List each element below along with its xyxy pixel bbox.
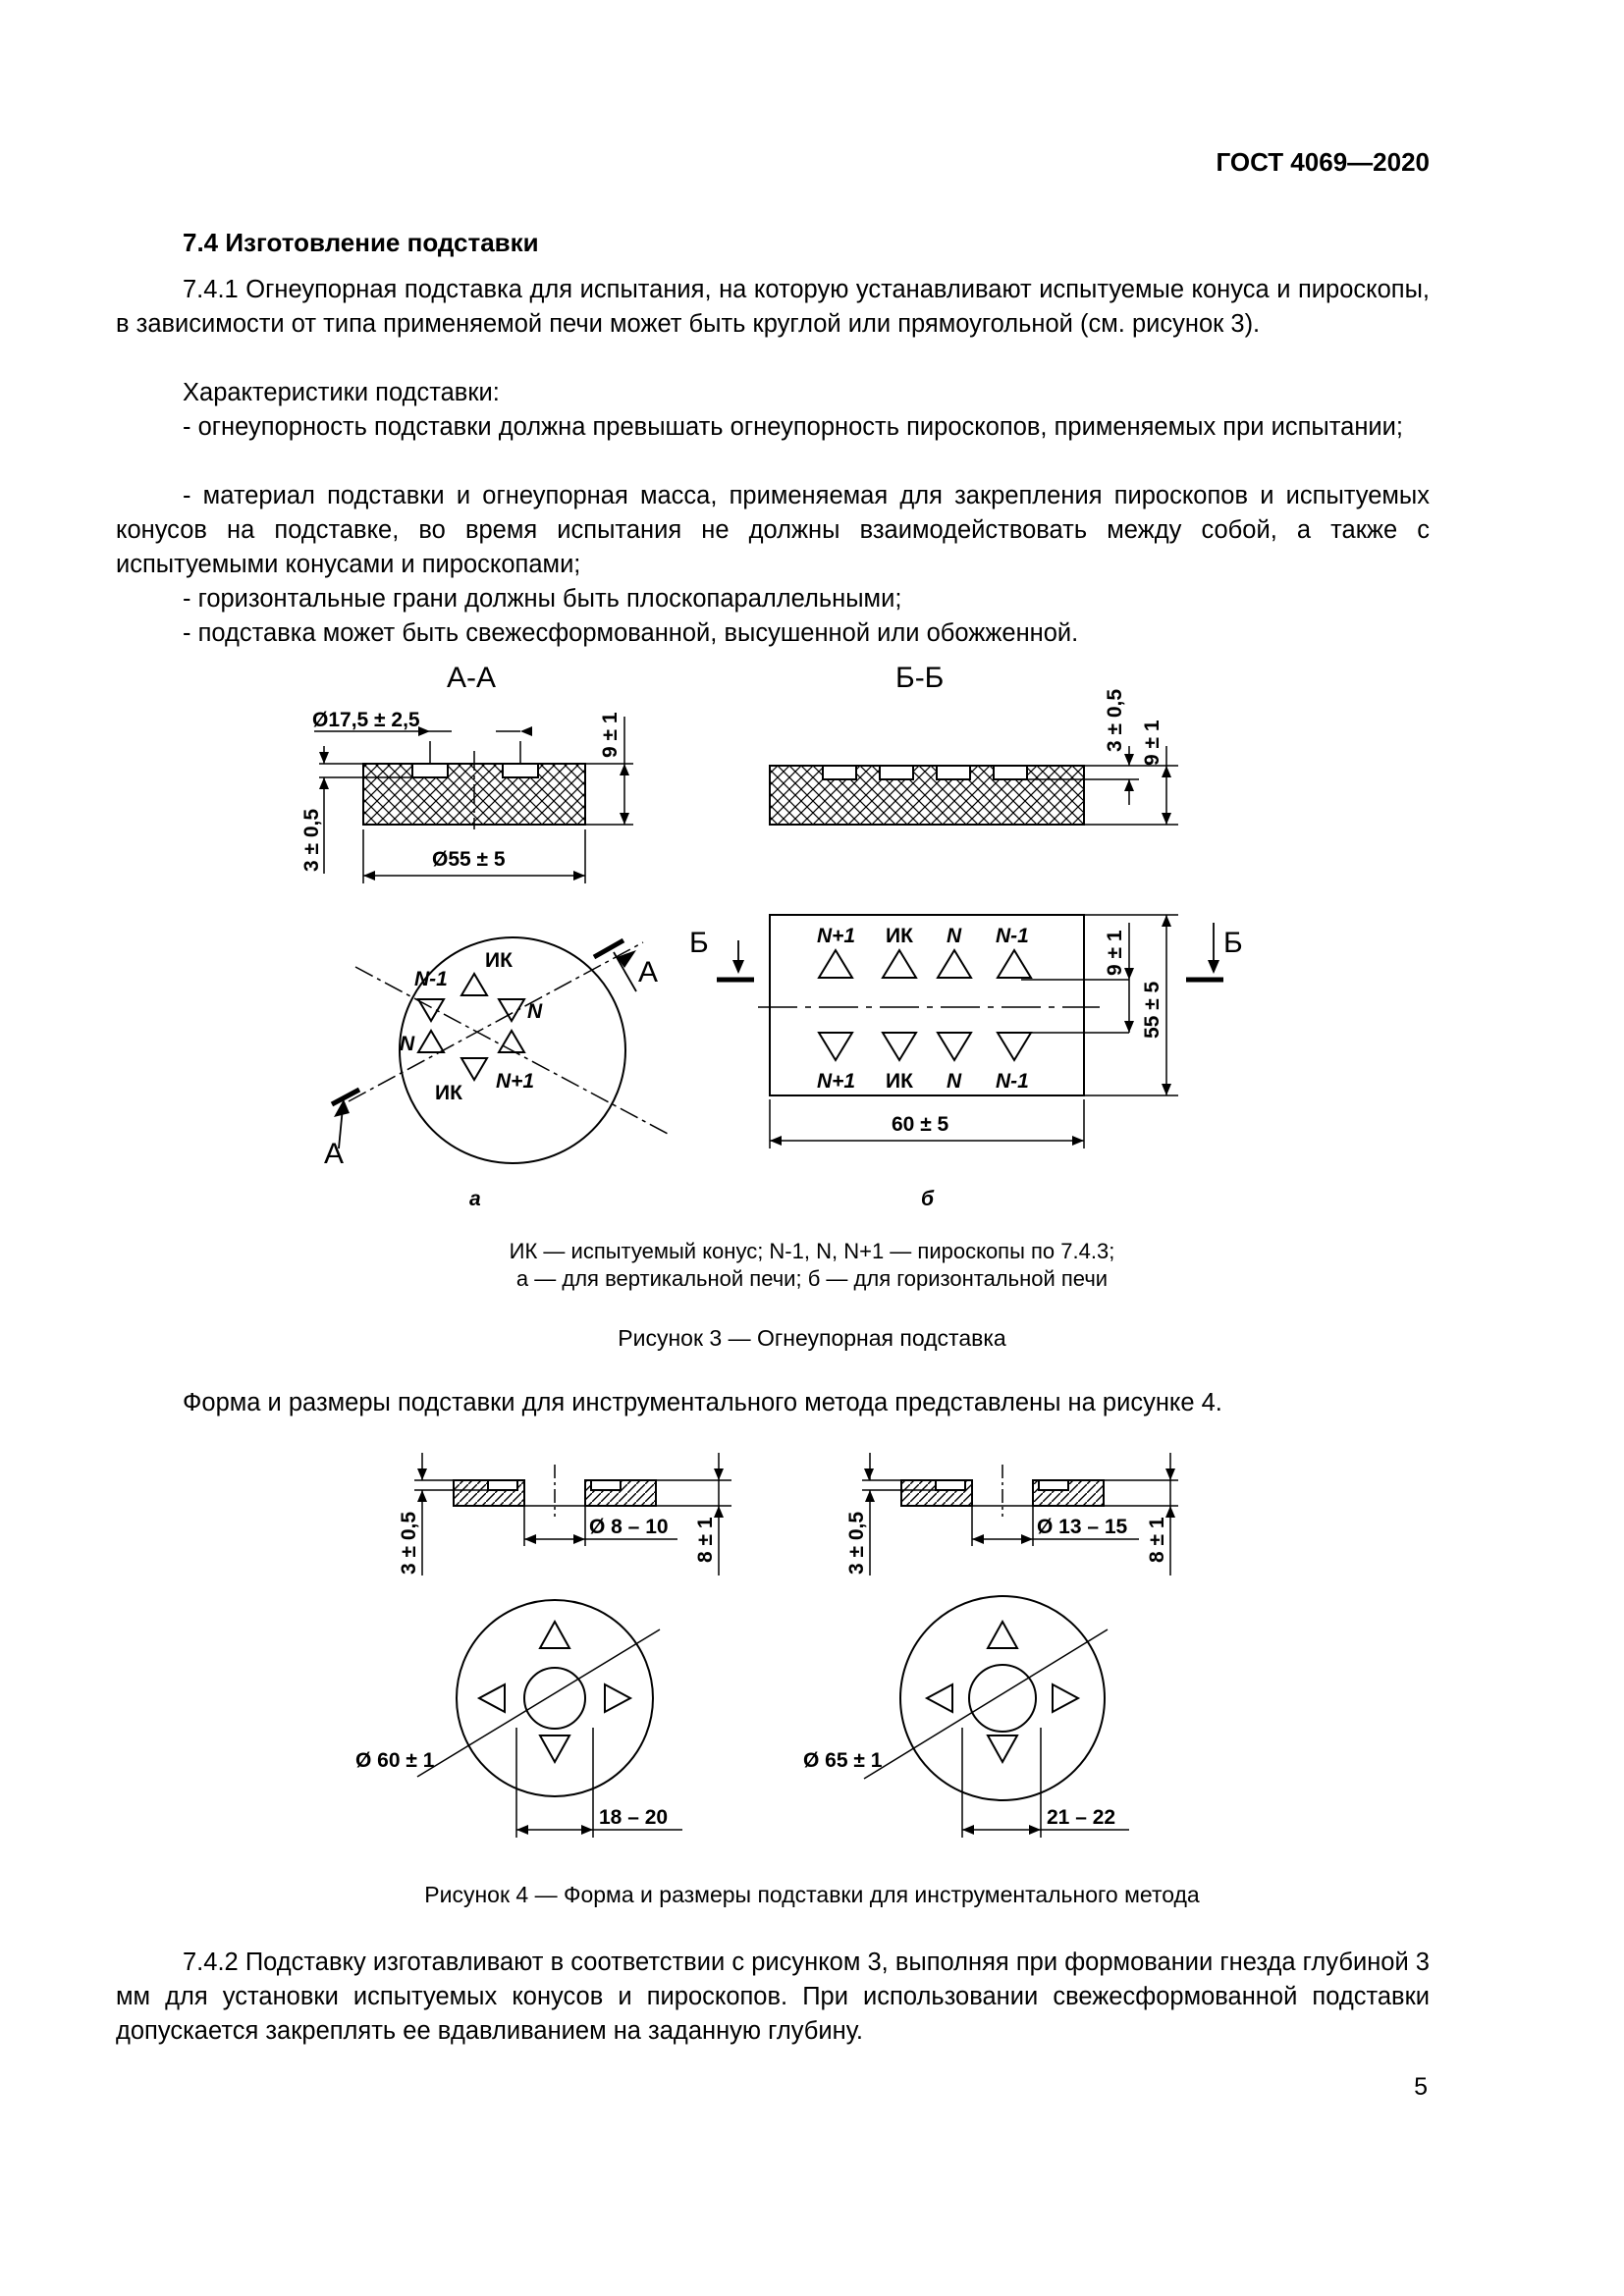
dim-diameter-17-5: Ø17,5 ± 2,5 <box>312 709 420 731</box>
paragraph-7-4-1-text: 7.4.1 Огнеупорная подставка для испытания, на которую устанавливают испытуемые конуса и пироскопы, в зависимости от типа применяемой печи может быть круглой или прямоугольной (см. рисунок 3). <box>116 276 1430 338</box>
figure4-caption: Рисунок 4 — Форма и размеры подставки для инструментального метода <box>424 1882 1200 1907</box>
label-n-left-a: N <box>400 1033 415 1055</box>
fig4-right-h3: 3 ± 0,5 <box>845 1511 868 1575</box>
fig4-left-hole-dim: Ø 8 – 10 <box>589 1516 669 1538</box>
dim-9-a: 9 ± 1 <box>599 712 622 758</box>
label-n-plus-1-a: N+1 <box>496 1070 535 1093</box>
document-number: ГОСТ 4069—2020 <box>1216 147 1430 177</box>
dim-55-b: 55 ± 5 <box>1141 981 1164 1039</box>
dim-3-b: 3 ± 0,5 <box>1104 688 1126 752</box>
subfig-a: а <box>469 1188 481 1210</box>
list-item-4: - подставка может быть свежесформованной, высушенной или обожженной. <box>183 619 1079 647</box>
figure3-caption: Рисунок 3 — Огнеупорная подставка <box>618 1325 1006 1351</box>
page-number: 5 <box>1414 2073 1428 2101</box>
label-b-top-1: N+1 <box>817 925 856 947</box>
label-ik-bottom: ИК <box>435 1082 462 1104</box>
label-b-bottom-3: N <box>947 1070 962 1093</box>
section-b-label: Б-Б <box>895 662 945 694</box>
figure4-intro: Форма и размеры подставки для инструментального метода представлены на рисунке 4. <box>183 1389 1222 1416</box>
mark-a-bottom: А <box>324 1138 345 1170</box>
list-item-3: - горизонтальные грани должны быть плоскопараллельными; <box>183 585 902 613</box>
mark-a-top: А <box>638 956 659 988</box>
figure3-legend-line1: ИК — испытуемый конус; N-1, N, N+1 — пироскопы по 7.4.3; <box>509 1239 1115 1263</box>
characteristics-title: Характеристики подставки: <box>183 379 500 406</box>
dim-9-b-plan: 9 ± 1 <box>1104 930 1126 976</box>
mark-b-left: Б <box>689 927 709 959</box>
label-b-bottom-2: ИК <box>886 1070 913 1093</box>
dim-9-b: 9 ± 1 <box>1141 720 1164 766</box>
paragraph-7-4-2-text: 7.4.2 Подставку изготавливают в соответствии с рисунком 3, выполняя при формовании гнезда глубиной 3 мм для установки испытуемых конусов и пироскопов. При использовании свежесформованной подставки допускается закреплять ее вдавливанием на заданную глубину. <box>116 1949 1430 2045</box>
mark-b-right: Б <box>1223 927 1243 959</box>
fig4-left-width-dim: 18 – 20 <box>599 1806 669 1829</box>
dim-diameter-55: Ø55 ± 5 <box>432 848 506 871</box>
label-n-minus-1-a: N-1 <box>414 968 448 990</box>
label-b-top-4: N-1 <box>996 925 1029 947</box>
figure3-legend-line2: а — для вертикальной печи; б — для горизонтальной печи <box>515 1266 1109 1291</box>
label-b-bottom-1: N+1 <box>817 1070 856 1093</box>
label-b-top-3: N <box>947 925 962 947</box>
fig4-right-outer-dim: Ø 65 ± 1 <box>803 1749 883 1772</box>
subfig-b: б <box>921 1188 935 1210</box>
section-a-label: А-А <box>447 662 497 694</box>
fig4-right-h8: 8 ± 1 <box>1146 1517 1168 1563</box>
list-item-1-text: - огнеупорность подставки должна превышать огнеупорность пироскопов, применяемых при испытании; <box>183 413 1403 441</box>
section-title: 7.4 Изготовление подставки <box>183 228 539 257</box>
label-b-top-2: ИК <box>886 925 913 947</box>
label-n-right-a: N <box>527 1000 543 1023</box>
fig4-left-h8: 8 ± 1 <box>694 1517 717 1563</box>
paragraph-7-4-2 <box>116 1946 1430 2049</box>
label-ik-top: ИК <box>485 949 513 972</box>
section-b-body <box>770 766 1084 825</box>
fig4-left-outer-dim: Ø 60 ± 1 <box>355 1749 435 1772</box>
dim-60: 60 ± 5 <box>892 1113 949 1136</box>
fig4-right-hole-dim: Ø 13 – 15 <box>1037 1516 1128 1538</box>
label-b-bottom-4: N-1 <box>996 1070 1029 1093</box>
dim-3-a: 3 ± 0,5 <box>300 808 323 872</box>
fig4-left-h3: 3 ± 0,5 <box>398 1511 420 1575</box>
fig4-right-width-dim: 21 – 22 <box>1047 1806 1116 1829</box>
list-item-2-text: - материал подставки и огнеупорная масса, применяемая для закрепления пироскопов и испытуемых конусов на подставке, во время испытания не должны взаимодействовать между собой, а также с испытуемыми конусами и пироскопами; <box>116 482 1430 578</box>
